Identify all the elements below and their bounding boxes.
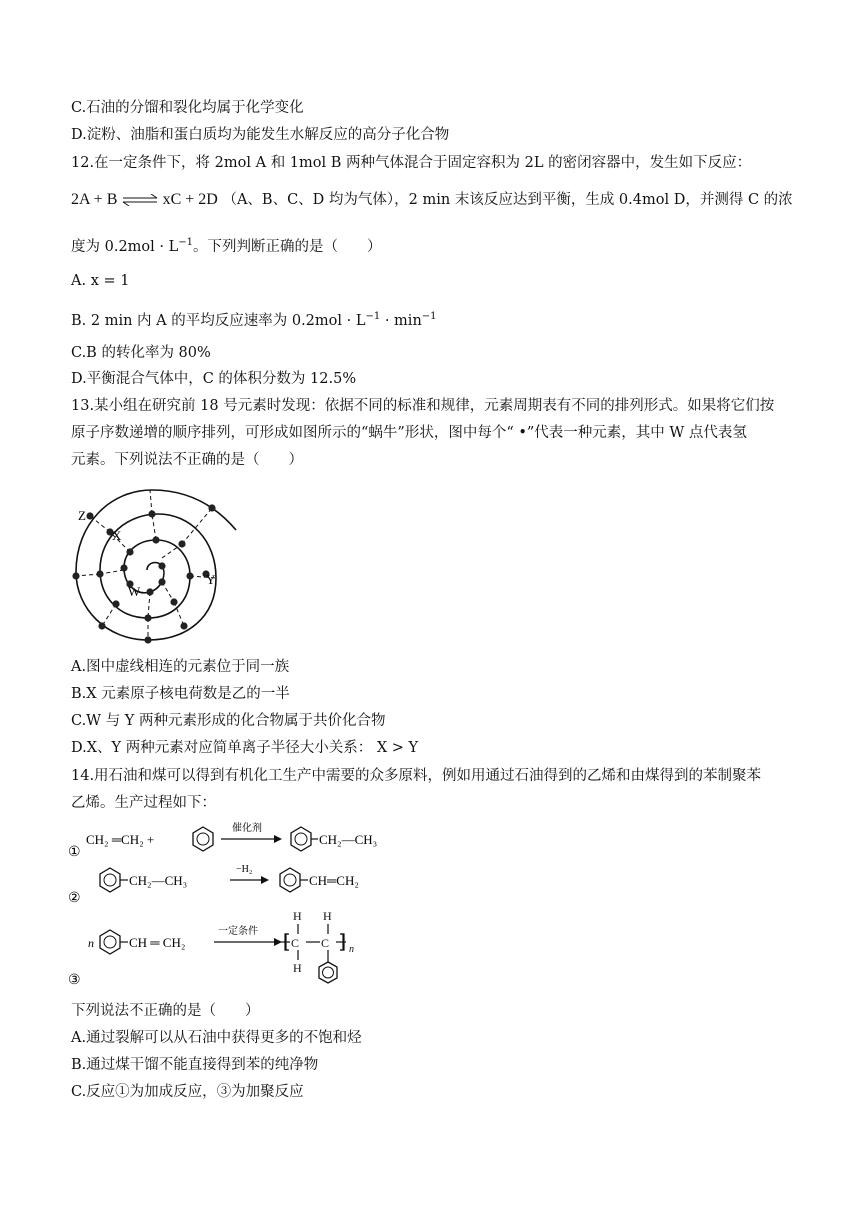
hydrogen-label: H <box>323 909 332 923</box>
benzene-ring-icon <box>100 868 120 892</box>
q13-option-c: C.W 与 Y 两种元素形成的化合物属于共价化合物 <box>71 713 386 729</box>
q13-stem-line-1: 13.某小组在研究前 18 号元素时发现：依据不同的标准和规律，元素周期表有不同的排列形式。如果将它们按 <box>71 398 775 414</box>
q14-option-b: B.通过煤干馏不能直接得到苯的纯净物 <box>71 1057 319 1073</box>
reaction-3-n: n <box>88 936 94 950</box>
q12-option-d: D.平衡混合气体中，C 的体积分数为 12.5% <box>71 371 357 387</box>
label-w: W <box>128 584 141 599</box>
q12-superscript: −1 <box>178 237 193 248</box>
q11-option-d: D.淀粉、油脂和蛋白质均为能发生水解反应的高分子化合物 <box>71 127 450 143</box>
reaction-1-number: ① <box>68 845 81 860</box>
q11-option-c: C.石油的分馏和裂化均属于化学变化 <box>71 100 304 116</box>
arrowhead-icon <box>274 835 282 843</box>
label-y: Y <box>206 572 216 587</box>
reaction-1-condition: 催化剂 <box>232 823 262 834</box>
q12-option-b-sup2: −1 <box>421 311 437 322</box>
label-x: X <box>112 528 122 543</box>
q12-option-b-text: B. 2 min 内 A 的平均反应速率为 0.2mol · L <box>71 313 366 329</box>
reaction-2-number: ② <box>68 891 81 906</box>
q12-option-a: A. x = 1 <box>71 273 130 289</box>
reaction-2-product: CH═CH₂ <box>309 873 359 888</box>
q12-option-b-min: · min <box>380 313 422 329</box>
reaction-1-ethylene: CH₂ ═CH₂ + <box>86 832 155 847</box>
benzene-ring-circle <box>197 833 209 845</box>
polymer-n: n <box>349 944 354 955</box>
q12-option-b-sup1: −1 <box>365 311 381 322</box>
equilibrium-arrow-icon <box>122 194 158 206</box>
reaction-3-number: ③ <box>68 973 81 988</box>
q13-option-a: A.图中虚线相连的元素位于同一族 <box>71 659 290 675</box>
q13-option-d: D.X、Y 两种元素对应简单离子半径大小关系： X > Y <box>71 740 419 756</box>
reaction-scheme <box>66 814 386 990</box>
q12-eq-left: 2A + B <box>71 191 118 208</box>
reaction-3-reactant: CH ═ CH₂ <box>129 935 186 950</box>
q12-stem-line-2: （A、B、C、D 均为气体），2 min 末该反应达到平衡，生成 0.4mol D，并测得 C 的浓 <box>222 192 793 208</box>
benzene-ring-icon <box>100 930 120 954</box>
q14-option-a: A.通过裂解可以从石油中获得更多的不饱和烃 <box>71 1030 362 1046</box>
q12-concentration: 度为 0.2mol · L <box>71 239 179 255</box>
q14-stem-line-1: 14.用石油和煤可以得到有机化工生产中需要的众多原料，例如用通过石油得到的乙烯和由煤得到的苯制聚苯 <box>71 768 762 784</box>
q12-equation-line <box>71 188 793 209</box>
reaction-2-condition: −H₂ <box>236 864 253 875</box>
q12-option-c: C.B 的转化率为 80% <box>71 345 211 361</box>
polystyrene-structure <box>280 924 346 962</box>
benzene-ring-circle <box>104 874 116 886</box>
q12-stem-line-3 <box>71 233 382 257</box>
hydrogen-label: H <box>293 909 302 923</box>
spiral-curve <box>76 490 236 640</box>
benzene-ring-icon <box>319 962 337 983</box>
benzene-ring-icon <box>291 827 311 851</box>
benzene-ring-circle <box>284 874 296 886</box>
element-dots <box>72 504 215 643</box>
benzene-ring-circle <box>104 936 116 948</box>
reaction-2-reactant: CH₂—CH₃ <box>129 873 188 888</box>
benzene-ring-icon <box>193 827 213 851</box>
q14-stem-line-2: 乙烯。生产过程如下： <box>71 795 216 811</box>
reaction-3-condition: 一定条件 <box>218 926 258 937</box>
q12-stem-line-1: 12.在一定条件下，将 2mol A 和 1mol B 两种气体混合于固定容积为 2L 的密闭容器中，发生如下反应： <box>71 155 752 171</box>
q13-stem-line-3: 元素。下列说法不正确的是（ ） <box>71 452 303 468</box>
q12-option-b <box>71 307 437 331</box>
snail-periodic-diagram <box>66 478 246 654</box>
q12-eq-right: xC + 2D <box>162 191 218 208</box>
q13-stem-line-2: 原子序数递增的顺序排列，可形成如图所示的“蜗牛”形状，图中每个“ •”代表一种元素，其中 W 点代表氢 <box>71 425 747 441</box>
q13-option-b: B.X 元素原子核电荷数是乙的一半 <box>71 686 290 702</box>
hydrogen-label: H <box>293 961 302 975</box>
carbon-label: C <box>291 936 300 950</box>
q12-stem-tail: 。下列判断正确的是（ ） <box>193 239 382 255</box>
carbon-label: C <box>321 936 330 950</box>
q14-option-c: C.反应①为加成反应，③为加聚反应 <box>71 1084 304 1100</box>
label-z: Z <box>78 508 86 523</box>
arrowhead-icon <box>261 876 269 884</box>
reaction-1-product: CH₂—CH₃ <box>319 832 378 847</box>
benzene-ring-circle <box>295 833 307 845</box>
benzene-ring-icon <box>280 868 300 892</box>
q14-question: 下列说法不正确的是（ ） <box>71 1003 260 1019</box>
benzene-ring-circle <box>323 967 334 978</box>
